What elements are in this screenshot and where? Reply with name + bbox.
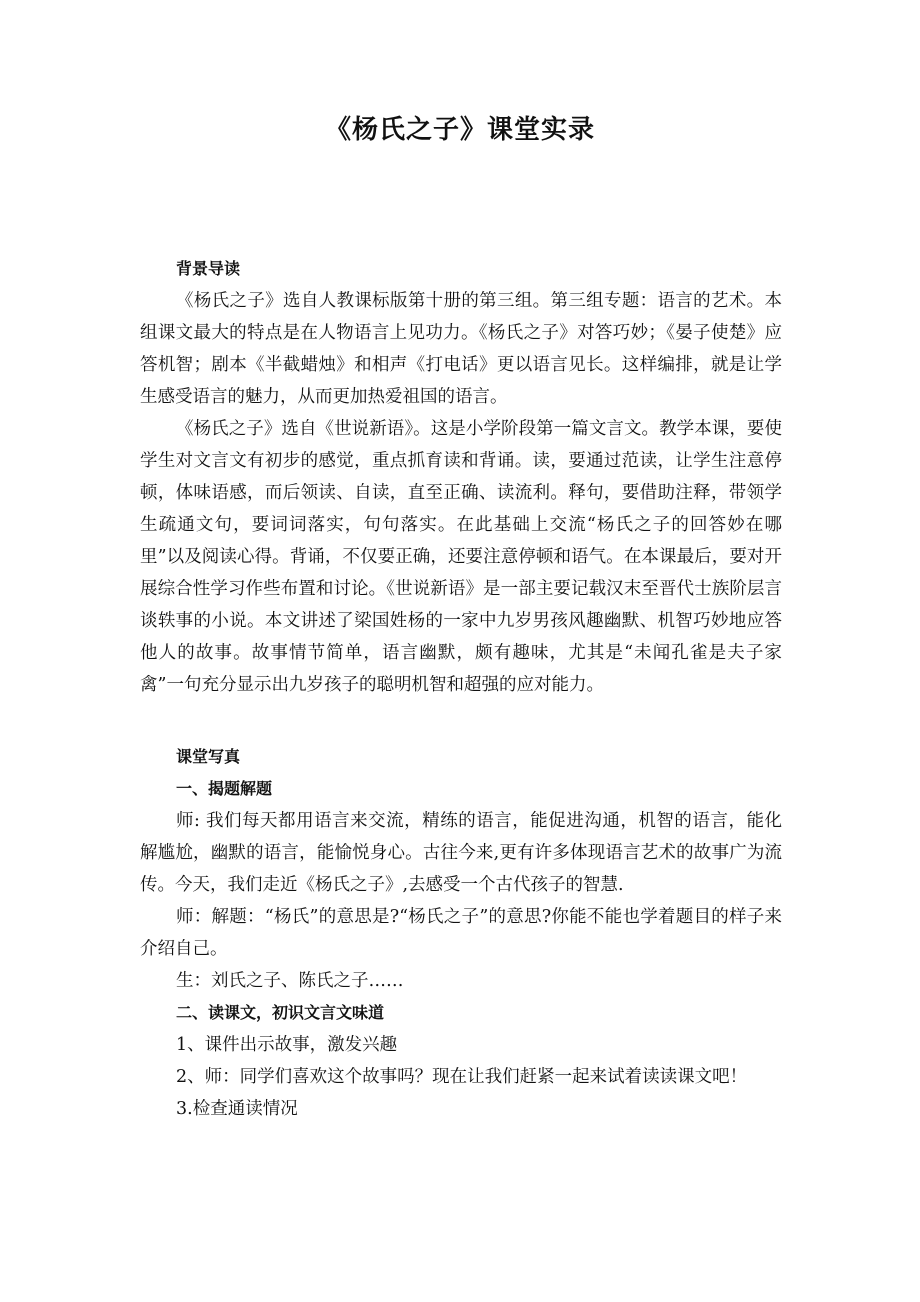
part1-paragraph-3: 生：刘氏之子、陈氏之子…… bbox=[176, 971, 404, 991]
document-body bbox=[140, 253, 782, 1125]
class-heading: 课堂写真 bbox=[176, 747, 241, 766]
background-heading: 背景导读 bbox=[176, 259, 241, 278]
part1-heading: 一、揭题解题 bbox=[176, 779, 273, 798]
background-paragraph-1: 《杨氏之子》选自人教课标版第十册的第三组。第三组专题：语言的艺术。本组课文最大的特点是在人物语言上见功力。《杨氏之子》对答巧妙；《晏子使楚》应答机智；剧本《半截蜡烛》和相声《打电话》更以语言见长。这样编排，就是让学生感受语言的魅力，从而更加热爱祖国的语言。 bbox=[140, 291, 782, 407]
part1-paragraph-2: 师：解题：“杨氏”的意思是?“杨氏之子”的意思?你能不能也学着题目的样子来介绍自己。 bbox=[140, 907, 782, 959]
section-spacer bbox=[140, 701, 782, 741]
part2-item-1: 1、课件出示故事，激发兴趣 bbox=[176, 1035, 398, 1055]
part1-paragraph-1: 师: 我们每天都用语言来交流，精练的语言，能促进沟通，机智的语言，能化解尴尬，幽默的语言，能愉悦身心。古往今来,更有许多体现语言艺术的故事广为流传。今天，我们走近《杨氏之子》,去感受一个古代孩子的智慧. bbox=[140, 811, 782, 895]
background-paragraph-2: 《杨氏之子》选自《世说新语》。这是小学阶段第一篇文言文。教学本课，要使学生对文言文有初步的感觉，重点抓育读和背诵。读，要通过范读，让学生注意停顿，体味语感，而后领读、自读，直至正确、读流利。释句，要借助注释，带领学生疏通文句，要词词落实，句句落实。在此基础上交流“杨氏之子的回答妙在哪里”以及阅读心得。背诵，不仅要正确，还要注意停顿和语气。在本课最后，要对开展综合性学习作些布置和讨论。《世说新语》是一部主要记载汉末至晋代士族阶层言谈轶事的小说。本文讲述了梁国姓杨的一家中九岁男孩风趣幽默、机智巧妙地应答他人的故事。故事情节简单，语言幽默，颇有趣味，尤其是“未闻孔雀是夫子家禽”一句充分显示出九岁孩子的聪明机智和超强的应对能力。 bbox=[140, 419, 782, 695]
part2-item-2: 2、师：同学们喜欢这个故事吗？现在让我们赶紧一起来试着读读课文吧！ bbox=[176, 1067, 748, 1087]
part2-item-3: 3.检查通读情况 bbox=[176, 1099, 298, 1119]
document-title: 《杨氏之子》课堂实录 bbox=[324, 115, 595, 145]
part2-heading: 二、读课文，初识文言文味道 bbox=[176, 1003, 385, 1022]
